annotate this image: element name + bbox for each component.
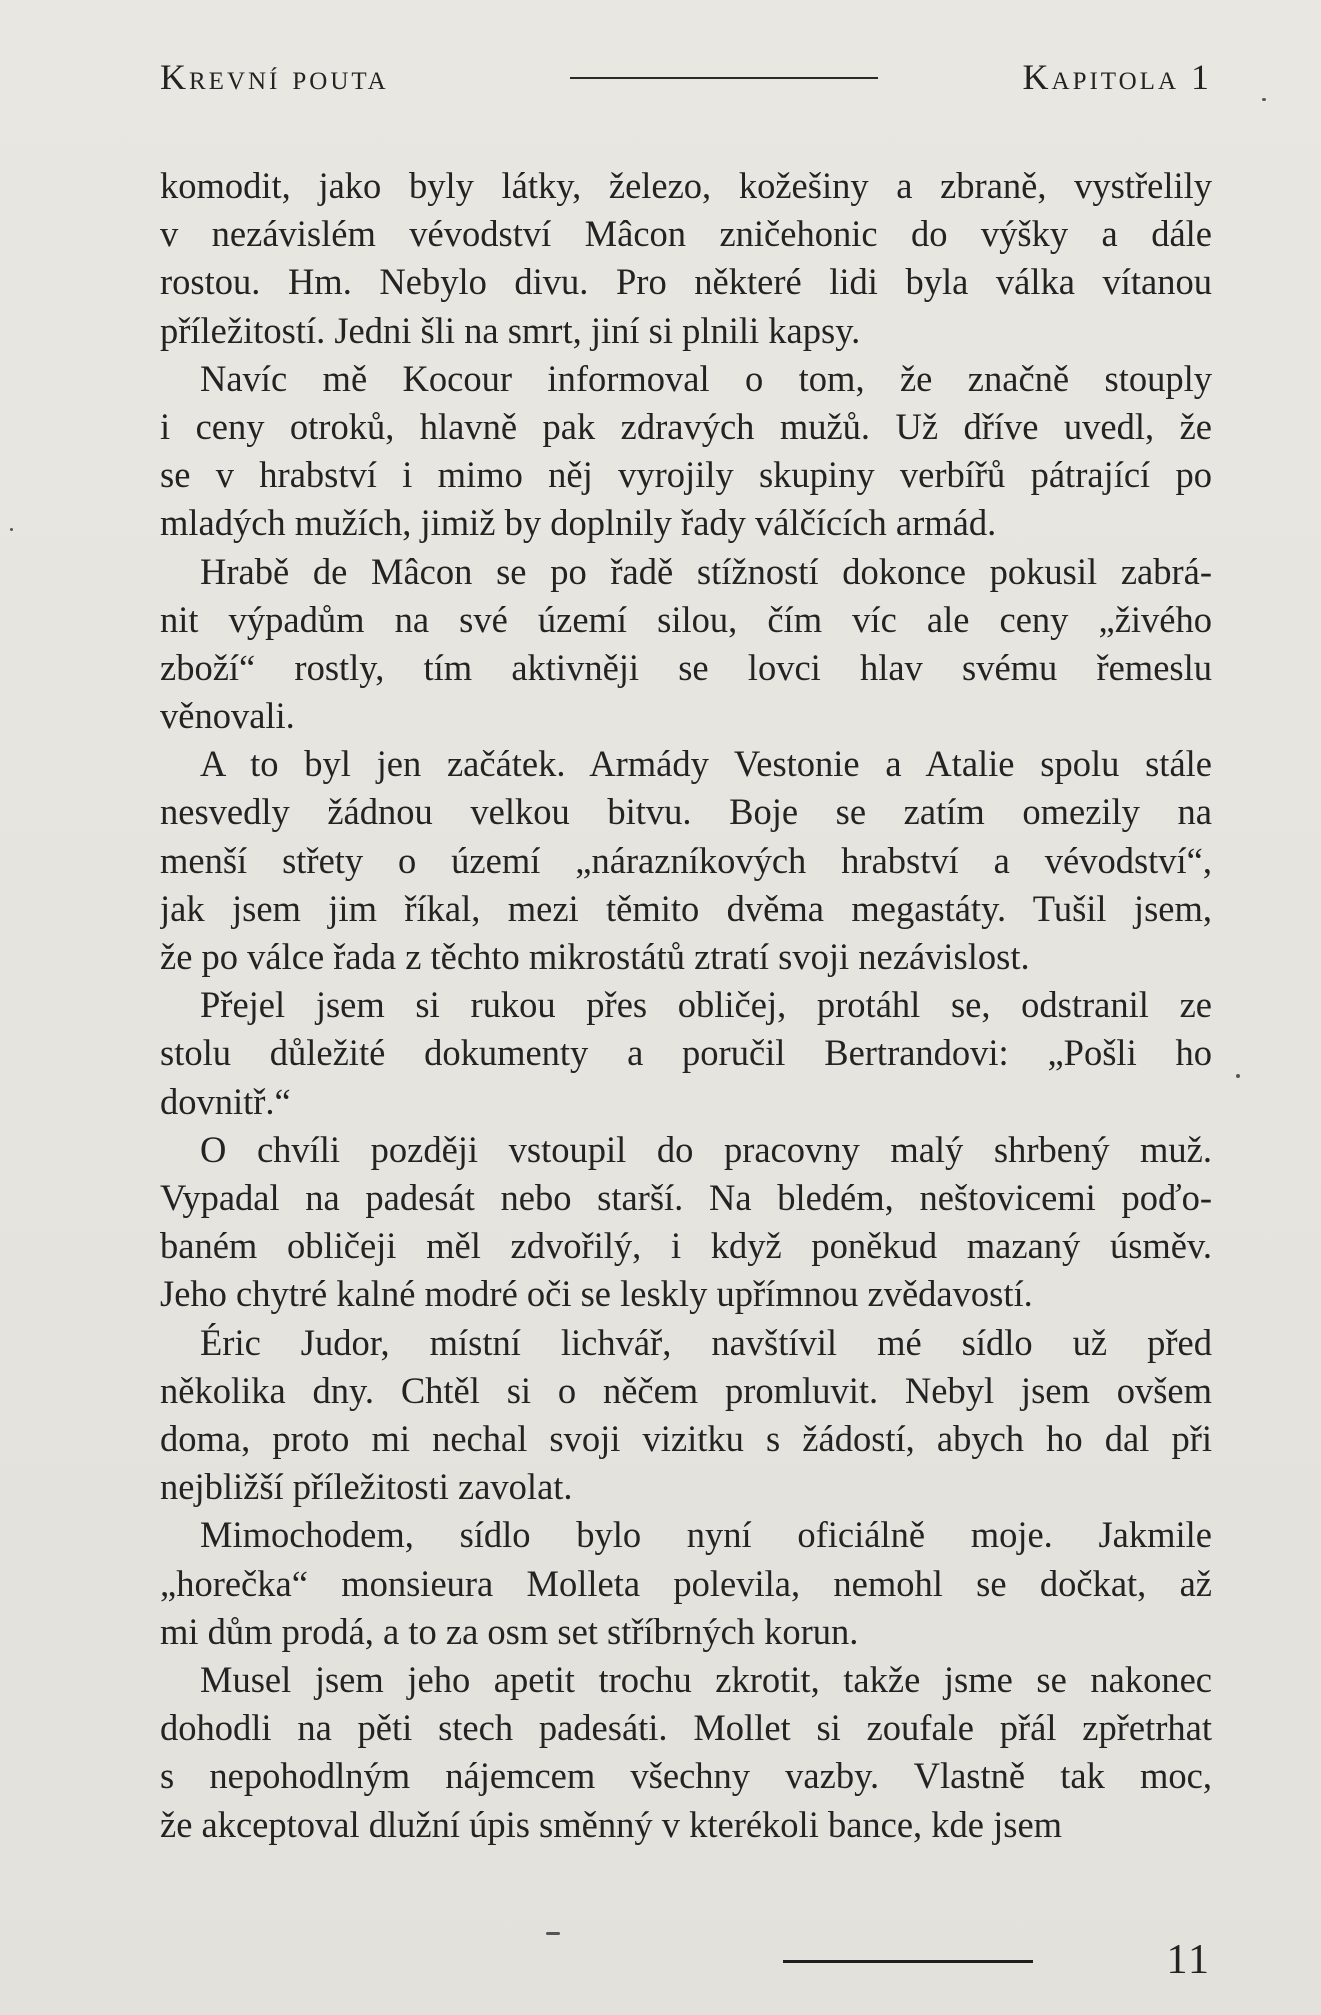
- text-line: Navíc mě Kocour informoval o tom, že značně stouply: [200, 357, 1212, 399]
- chapter-title: Kapitola 1: [1022, 57, 1212, 97]
- text-line: baném obličeji měl zdvořilý, i když poněkud mazaný úsměv.: [160, 1225, 1212, 1267]
- text-line: mladých mužích, jimiž by doplnily řady válčících armád.: [160, 502, 997, 544]
- paragraph: [160, 548, 1212, 741]
- text-line: že po válce řada z těchto mikrostátů ztratí svoji nezávislost.: [160, 936, 1030, 978]
- paragraph: [160, 981, 1212, 1126]
- text-line: rostou. Hm. Nebylo divu. Pro některé lidi byla válka vítanou: [160, 261, 1212, 303]
- text-line: nejbližší příležitosti zavolat.: [160, 1466, 573, 1508]
- paper-speck: [1236, 1074, 1240, 1078]
- page-number: 11: [1166, 1937, 1211, 1983]
- paragraph: [160, 1511, 1212, 1656]
- paragraph: [160, 740, 1212, 981]
- text-line: stolu důležité dokumenty a poručil Bertrandovi: „Pošli ho: [160, 1032, 1212, 1074]
- text-line: Mimochodem, sídlo bylo nyní oficiálně moje. Jakmile: [200, 1514, 1212, 1556]
- text-line: doma, proto mi nechal svoji vizitku s žádostí, abych ho dal při: [160, 1417, 1212, 1459]
- text-line: mi dům prodá, a to za osm set stříbrných korun.: [160, 1610, 859, 1652]
- text-line: Vypadal na padesát nebo starší. Na bledém, neštovicemi poďo-: [160, 1177, 1212, 1219]
- paper-speck: [546, 1932, 560, 1935]
- paragraph: [160, 1126, 1212, 1319]
- text-line: menší střety o území „nárazníkových hrabství a vévodství“,: [160, 839, 1212, 881]
- text-line: Musel jsem jeho apetit trochu zkrotit, takže jsme se nakonec: [200, 1658, 1212, 1700]
- header-rule: [570, 77, 878, 79]
- text-line: příležitostí. Jedni šli na smrt, jiní si plnili kapsy.: [160, 309, 861, 351]
- text-line: jak jsem jim říkal, mezi těmito dvěma megastáty. Tušil jsem,: [160, 887, 1212, 929]
- text-line: že akceptoval dlužní úpis směnný v kterékoli bance, kde jsem: [160, 1803, 1063, 1845]
- text-line: s nepohodlným nájemcem všechny vazby. Vlastně tak moc,: [160, 1755, 1212, 1797]
- text-line: Hrabě de Mâcon se po řadě stížností dokonce pokusil zabrá-: [200, 550, 1212, 592]
- paper-speck: [10, 528, 13, 531]
- text-line: komodit, jako byly látky, železo, kožešiny a zbraně, vystřelily: [160, 165, 1212, 206]
- text-line: nesvedly žádnou velkou bitvu. Boje se zatím omezily na: [160, 791, 1212, 833]
- paragraph: [160, 1656, 1212, 1849]
- text-line: Přejel jsem si rukou přes obličej, protáhl se, odstranil ze: [200, 984, 1212, 1026]
- body-text: [160, 162, 1212, 1849]
- text-line: nit výpadům na své území silou, čím víc ale ceny „živého: [160, 598, 1212, 640]
- paper-speck: [1262, 98, 1266, 101]
- paragraph: [160, 162, 1212, 355]
- text-line: v nezávislém vévodství Mâcon zničehonic do výšky a dále: [160, 213, 1212, 255]
- text-line: věnovali.: [160, 695, 295, 737]
- text-line: dohodli na pěti stech padesáti. Mollet si zoufale přál zpřetrhat: [160, 1707, 1212, 1749]
- running-header: [160, 52, 1212, 102]
- text-line: Jeho chytré kalné modré oči se leskly upřímnou zvědavostí.: [160, 1273, 1033, 1315]
- text-line: několika dny. Chtěl si o něčem promluvit. Nebyl jsem ovšem: [160, 1369, 1212, 1411]
- text-line: O chvíli později vstoupil do pracovny malý shrbený muž.: [200, 1128, 1212, 1170]
- text-line: A to byl jen začátek. Armády Vestonie a Atalie spolu stále: [200, 743, 1212, 785]
- text-line: se v hrabství i mimo něj vyrojily skupiny verbířů pátrající po: [160, 454, 1212, 496]
- text-line: i ceny otroků, hlavně pak zdravých mužů. Už dříve uvedl, že: [160, 405, 1212, 447]
- text-line: zboží“ rostly, tím aktivněji se lovci hlav svému řemeslu: [160, 646, 1212, 688]
- text-line: dovnitř.“: [160, 1080, 291, 1122]
- text-line: Éric Judor, místní lichvář, navštívil mé sídlo už před: [200, 1321, 1212, 1363]
- footer-rule: [783, 1960, 1033, 1963]
- paragraph: [160, 355, 1212, 548]
- text-line: „horečka“ monsieura Molleta polevila, nemohl se dočkat, až: [160, 1562, 1212, 1604]
- book-title: Krevní pouta: [160, 57, 389, 97]
- paragraph: [160, 1319, 1212, 1512]
